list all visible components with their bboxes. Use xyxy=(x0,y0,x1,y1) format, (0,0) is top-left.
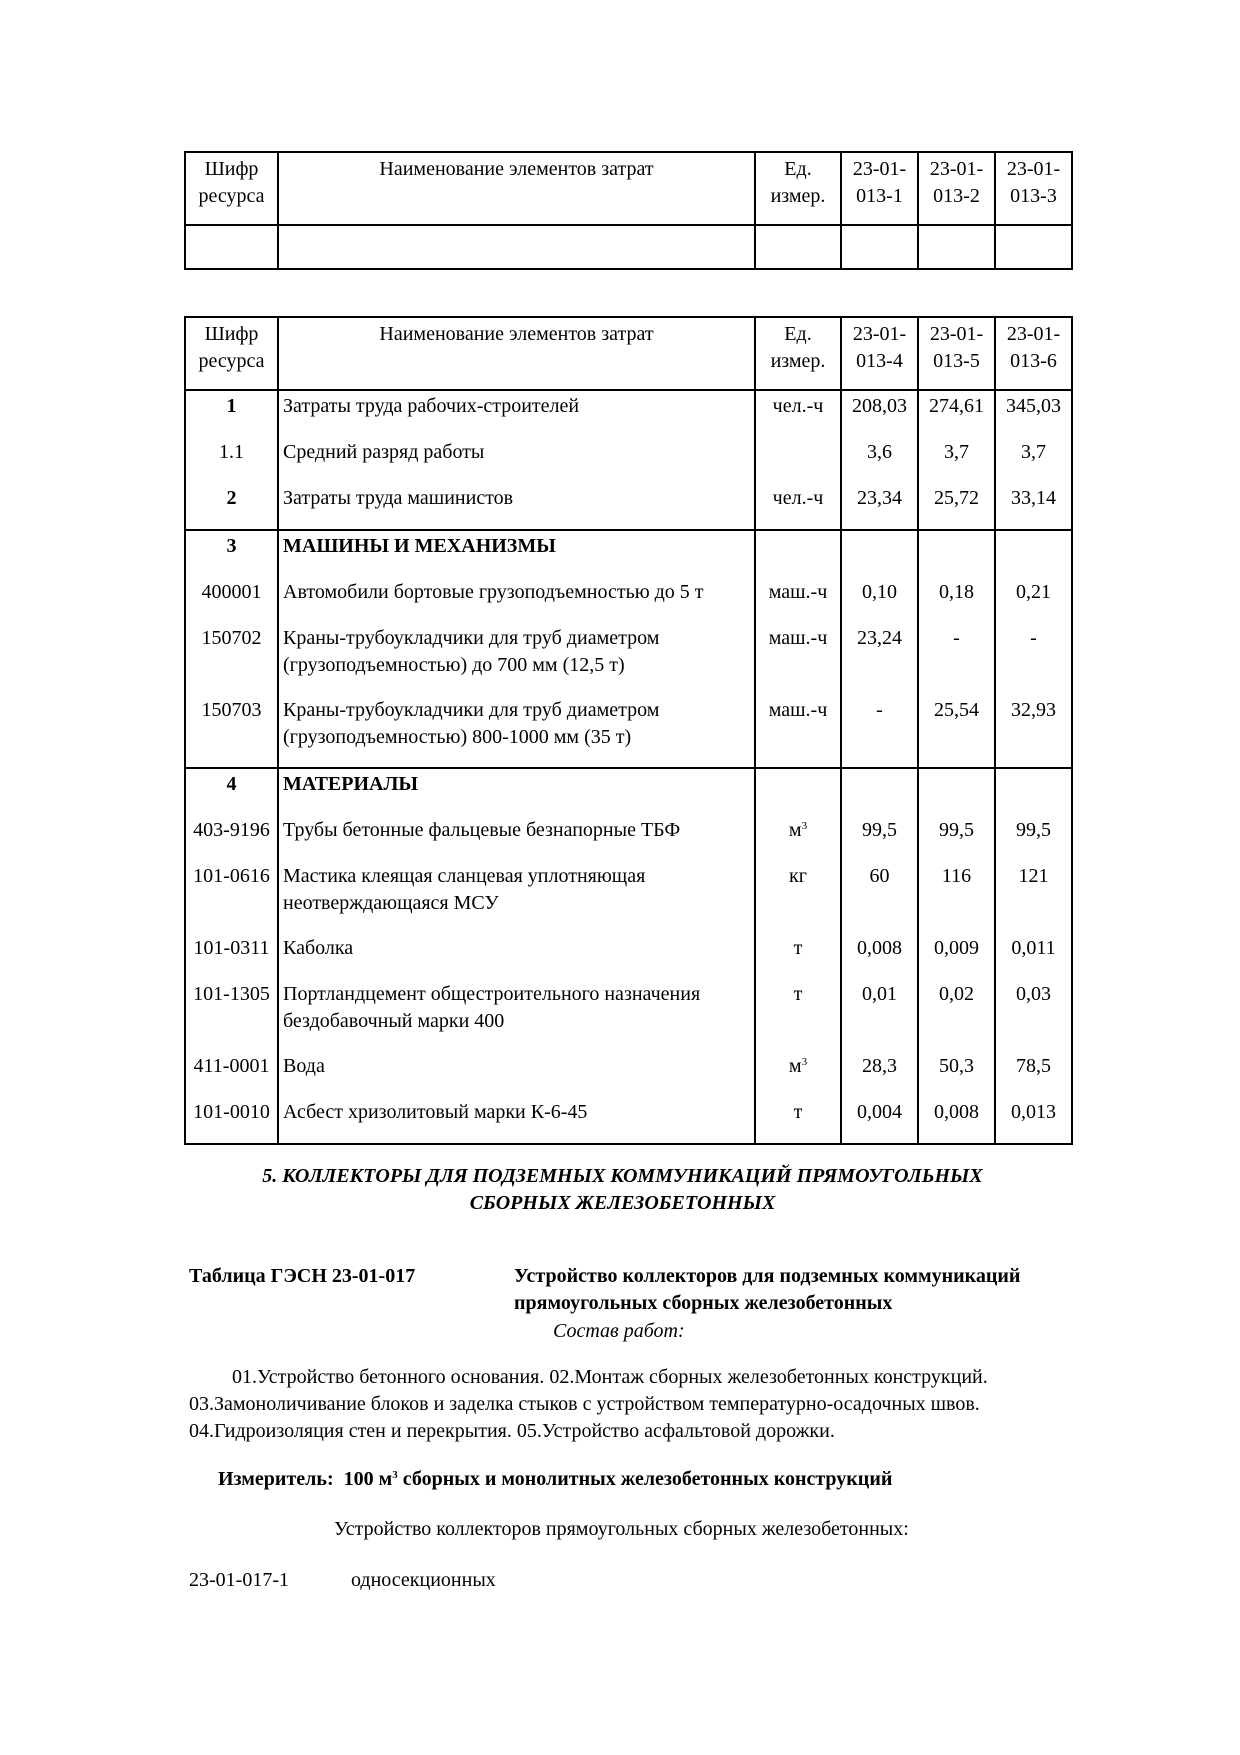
header-col-2: 23-01-013-5 xyxy=(918,317,995,390)
works-line: 03.Замоноличивание блоков и заделка стыков с устройством температурно-осадочных швов. xyxy=(189,1393,980,1415)
works-line: 01.Устройство бетонного основания. 02.Монтаж сборных железобетонных конструкций. xyxy=(232,1366,988,1388)
table-row: 101-0311 Каболка т 0,008 0,009 0,011 xyxy=(185,933,1072,979)
group-labor xyxy=(185,390,1072,530)
table-row: 101-0616 Мастика клеящая сланцевая уплотняющая неотверждающаяся МСУ кг 60 116 121 xyxy=(185,861,1072,933)
norm-code: 23-01-017-1 xyxy=(189,1569,289,1591)
table-label: Таблица ГЭСН 23-01-017 xyxy=(189,1265,416,1287)
table-row: 150703 Краны-трубоукладчики для труб диаметром (грузоподъемностью) 800-1000 мм (35 т) маш.-ч - 25,54 32,93 xyxy=(185,695,1072,768)
header-col-2: 23-01-013-2 xyxy=(918,152,995,225)
group-machines xyxy=(185,530,1072,768)
header-name: Наименование элементов затрат xyxy=(278,317,755,390)
table-row: 400001 Автомобили бортовые грузоподъемностью до 5 т маш.-ч 0,10 0,18 0,21 xyxy=(185,577,1072,623)
table-header-row xyxy=(185,317,1072,390)
table-header-row xyxy=(185,152,1072,225)
norm-code-row xyxy=(189,1567,496,1594)
header-code: Шифр ресурса xyxy=(185,152,278,225)
table-row: 411-0001 Вода $м^3$ 28,3 50,3 78,5 xyxy=(185,1051,1072,1097)
header-unit: Ед. измер. xyxy=(755,317,841,390)
subheading: Устройство коллекторов прямоугольных сборных железобетонных: xyxy=(334,1518,909,1540)
header-name: Наименование элементов затрат xyxy=(278,152,755,225)
norm-description: односекционных xyxy=(351,1569,496,1591)
works-list xyxy=(189,1364,1069,1445)
header-col-1: 23-01-013-1 xyxy=(841,152,918,225)
table-row: 150702 Краны-трубоукладчики для труб диаметром (грузоподъемностью) до 700 мм (12,5 т) маш.-ч 23,24 - - xyxy=(185,623,1072,695)
header-code: Шифр ресурса xyxy=(185,317,278,390)
table-row: 1 Затраты труда рабочих-строителей чел.-ч 208,03 274,61 345,03 xyxy=(185,390,1072,437)
header-unit: Ед. измер. xyxy=(755,152,841,225)
table-row: 4 МАТЕРИАЛЫ xyxy=(185,768,1072,815)
header-col-3: 23-01-013-6 xyxy=(995,317,1072,390)
measurement-unit: Измеритель: 100 $м^3$ сборных и монолитных железобетонных конструкций xyxy=(218,1468,893,1490)
table-row: 3 МАШИНЫ И МЕХАНИЗМЫ xyxy=(185,530,1072,577)
resource-table-1 xyxy=(184,151,1073,270)
table-row: 101-1305 Портландцемент общестроительного назначения бездобавочный марки 400 т 0,01 0,02 0,03 xyxy=(185,979,1072,1051)
table-title: Устройство коллекторов для подземных коммуникаций прямоугольных сборных железобетонных xyxy=(514,1265,1021,1314)
section-title: 5. КОЛЛЕКТОРЫ ДЛЯ ПОДЗЕМНЫХ КОММУНИКАЦИЙ ПРЯМОУГОЛЬНЫХ СБОРНЫХ ЖЕЛЕЗОБЕТОННЫХ xyxy=(262,1165,983,1214)
works-heading: Состав работ: xyxy=(553,1320,685,1342)
header-col-1: 23-01-013-4 xyxy=(841,317,918,390)
table-row: 403-9196 Трубы бетонные фальцевые безнапорные ТБФ $м^3$ 99,5 99,5 99,5 xyxy=(185,815,1072,861)
table-row: 1.1 Средний разряд работы 3,6 3,7 3,7 xyxy=(185,437,1072,483)
table-row: 101-0010 Асбест хризолитовый марки К-6-45 т 0,004 0,008 0,013 xyxy=(185,1097,1072,1144)
resource-table-2 xyxy=(184,316,1073,1145)
table-row: 2 Затраты труда машинистов чел.-ч 23,34 25,72 33,14 xyxy=(185,483,1072,530)
header-col-3: 23-01-013-3 xyxy=(995,152,1072,225)
empty-row xyxy=(185,225,1072,269)
works-line: 04.Гидроизоляция стен и перекрытия. 05.Устройство асфальтовой дорожки. xyxy=(189,1420,835,1442)
group-materials xyxy=(185,768,1072,1144)
